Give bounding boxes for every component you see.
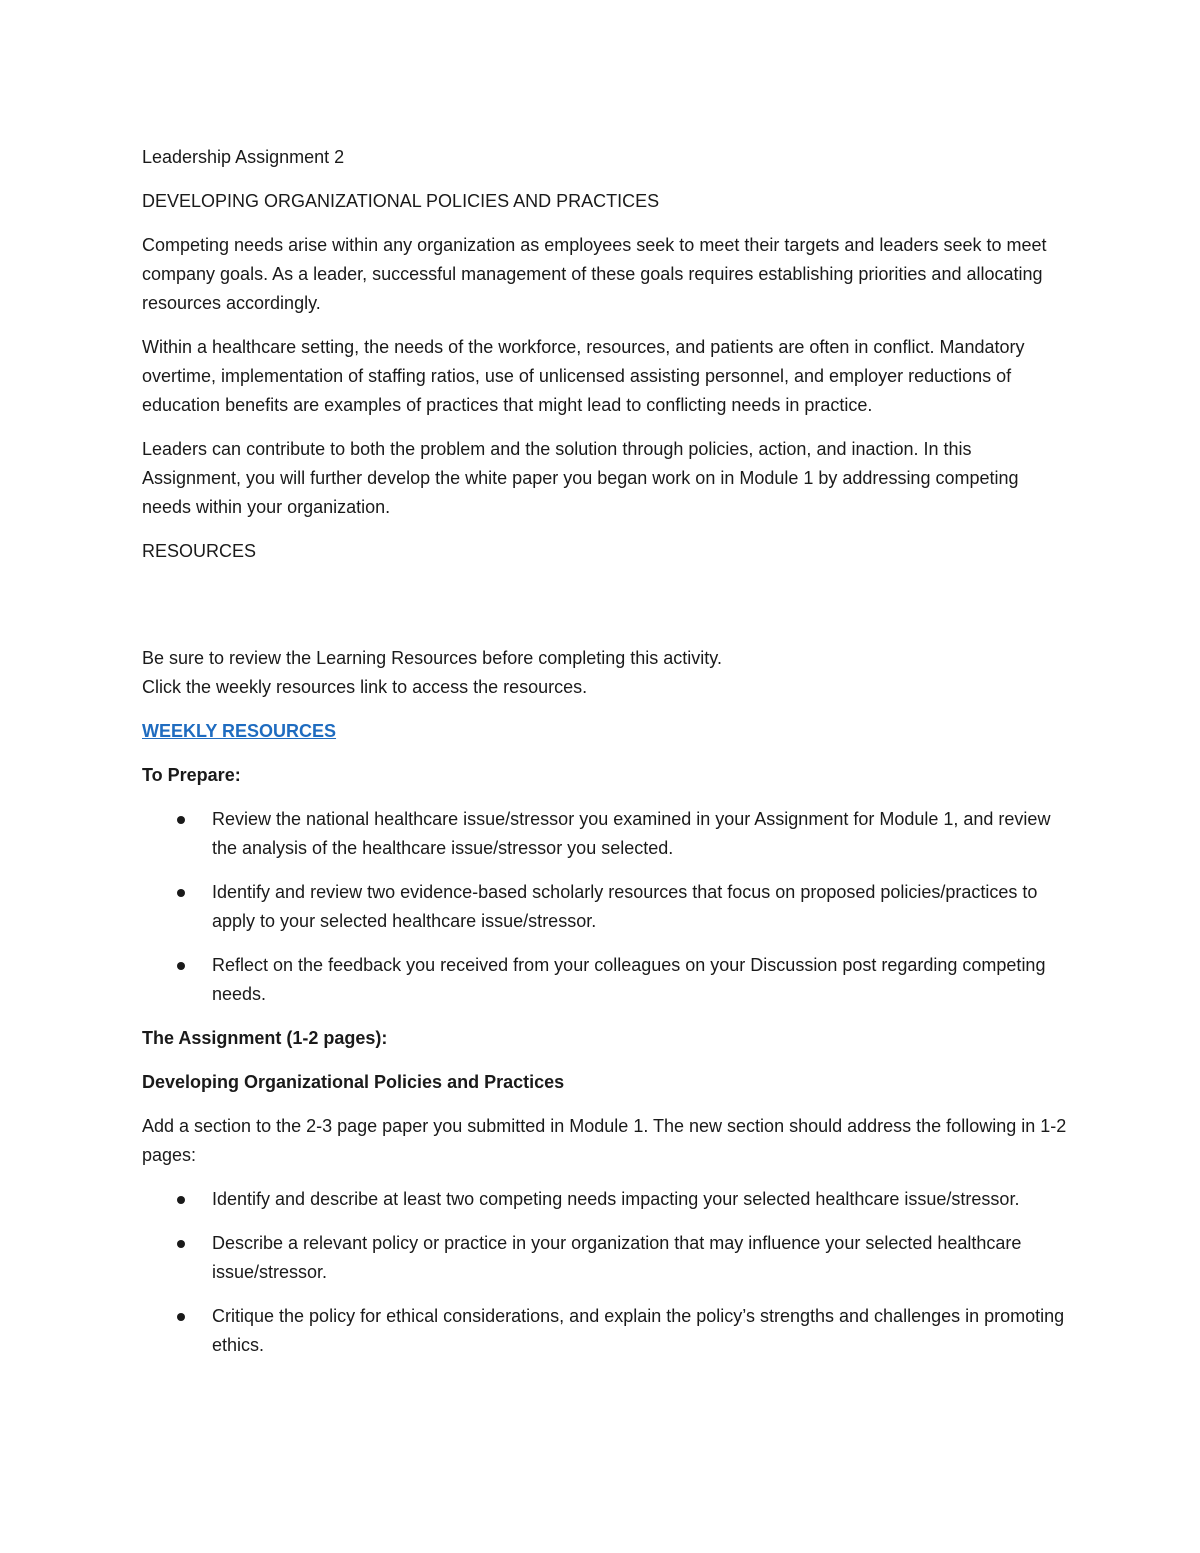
bullet-icon [177,1240,185,1248]
document-body [142,143,1067,1375]
resources-heading: RESOURCES [142,541,257,561]
list-item-text: Critique the policy for ethical considerations, and explain the policy’s strengths and challenges in promoting ethics. [212,1306,1065,1355]
document-title: Leadership Assignment 2 [142,147,345,167]
bullet-icon [177,816,185,824]
list-item [142,951,1067,1009]
bullet-icon [177,1313,185,1321]
list-item-text: Describe a relevant policy or practice in your organization that may influence your selected healthcare issue/stressor. [212,1233,1022,1282]
bullet-icon [177,962,185,970]
list-item [142,1229,1067,1287]
review-line: Be sure to review the Learning Resources before completing this activity. [142,648,722,668]
paragraph: Within a healthcare setting, the needs of the workforce, resources, and patients are often in conflict. Mandatory overtime, implementation of staffing ratios, use of unlicensed assisting personnel, and employer reductions of education benefits are examples of practices that might lead to conflicting needs in practice. [142,337,1025,415]
prepare-list [142,805,1067,1009]
section-list [142,1185,1067,1360]
section-intro: Add a section to the 2-3 page paper you submitted in Module 1. The new section should address the following in 1-2 pages: [142,1116,1067,1165]
review-line: Click the weekly resources link to access the resources. [142,677,588,697]
bullet-icon [177,889,185,897]
list-item [142,878,1067,936]
list-item [142,1302,1067,1360]
list-item [142,1185,1067,1214]
list-item-text: Identify and review two evidence-based scholarly resources that focus on proposed policies/practices to apply to your selected healthcare issue/stressor. [212,882,1038,931]
list-item-text: Reflect on the feedback you received from your colleagues on your Discussion post regarding competing needs. [212,955,1046,1004]
bullet-icon [177,1196,185,1204]
section-title: Developing Organizational Policies and Practices [142,1072,565,1092]
to-prepare-heading: To Prepare: [142,765,241,785]
list-item-text: Review the national healthcare issue/stressor you examined in your Assignment for Module 1, and review the analysis of the healthcare issue/stressor you selected. [212,809,1051,858]
weekly-resources-link[interactable]: WEEKLY RESOURCES [142,721,337,741]
review-note [142,644,1067,702]
assignment-heading: The Assignment (1-2 pages): [142,1028,388,1048]
list-item [142,805,1067,863]
paragraph: Competing needs arise within any organization as employees seek to meet their targets and leaders seek to meet company goals. As a leader, successful management of these goals requires establishing priorities and allocating resources accordingly. [142,235,1047,313]
section-heading: DEVELOPING ORGANIZATIONAL POLICIES AND PRACTICES [142,191,660,211]
list-item-text: Identify and describe at least two competing needs impacting your selected healthcare issue/stressor. [212,1189,1020,1209]
paragraph: Leaders can contribute to both the problem and the solution through policies, action, and inaction. In this Assignment, you will further develop the white paper you began work on in Module 1 by addressing competing needs within your organization. [142,439,1019,517]
